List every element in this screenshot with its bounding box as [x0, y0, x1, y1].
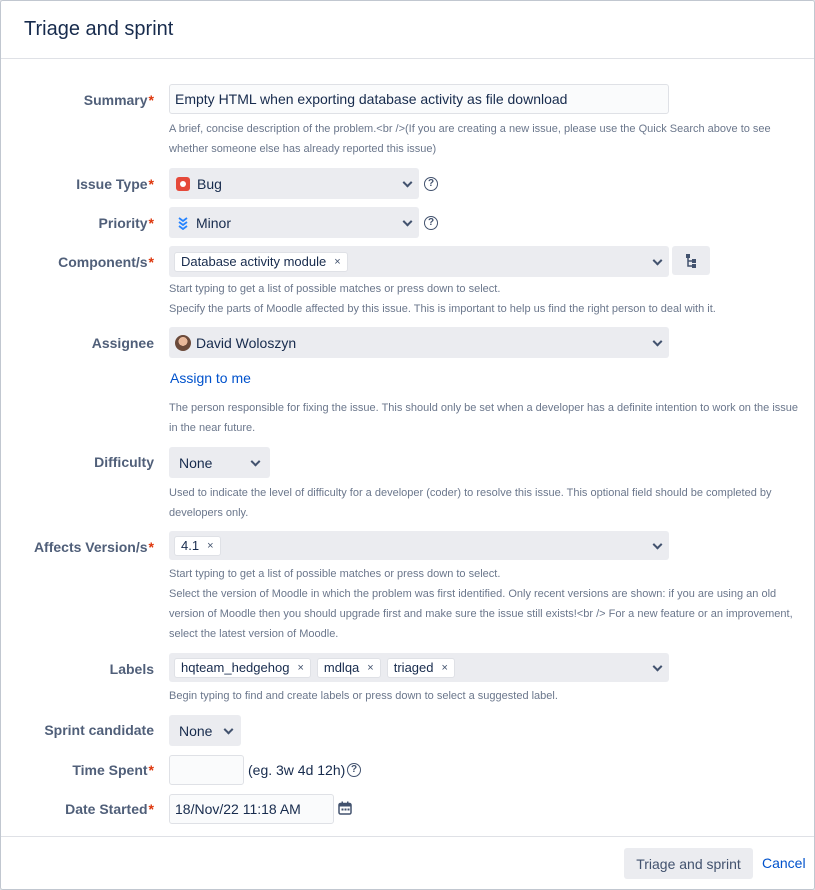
chevron-down-icon [653, 539, 663, 549]
dialog-title: Triage and sprint [24, 18, 174, 40]
required-marker: * [148, 254, 154, 270]
date-started-label-text: Date Started [65, 801, 148, 817]
label-tag-text: hqteam_hedgehog [181, 660, 290, 675]
issue-type-select[interactable] [169, 168, 419, 199]
affects-version-label-text: Affects Version/s [33, 539, 148, 555]
dialog-header [1, 1, 814, 59]
cancel-link[interactable]: Cancel [762, 855, 806, 871]
component-tree-button[interactable] [672, 246, 710, 275]
time-spent-input[interactable] [169, 755, 244, 785]
priority-label [99, 215, 154, 231]
calendar-icon[interactable] [338, 801, 352, 815]
issue-type-value: Bug [197, 175, 222, 192]
priority-value: Minor [196, 214, 232, 231]
dialog-body [1, 60, 814, 836]
summary-label-text: Summary [83, 92, 148, 108]
tree-icon [684, 253, 698, 269]
labels-help: Begin typing to find and create labels or press down to select a suggested label. [169, 690, 558, 702]
component-tag-label: Database activity module [181, 254, 327, 269]
difficulty-label-text: Difficulty [94, 454, 154, 470]
chevron-down-icon [653, 336, 663, 346]
sprint-candidate-label [44, 722, 154, 738]
affects-version-select[interactable] [169, 531, 669, 560]
help-icon[interactable]: ? [424, 177, 438, 191]
difficulty-help: Used to indicate the level of difficulty for a developer (coder) to resolve this issue. This optional field should be completed by developers only. [169, 487, 772, 519]
version-tag [174, 536, 221, 556]
label-tag [174, 658, 311, 678]
assignee-label [92, 335, 154, 351]
chevron-down-icon [403, 216, 413, 226]
components-help-2: Specify the parts of Moodle affected by this issue. This is important to help us find the right person to deal with it. [169, 303, 716, 315]
priority-label-text: Priority [98, 215, 148, 231]
components-select[interactable] [169, 246, 669, 277]
remove-tag-icon[interactable]: × [297, 661, 304, 674]
summary-help: A brief, concise description of the problem.<br />(If you are creating a new issue, please use the Quick Search above to see whether someone else has already reported this issue) [169, 123, 771, 155]
assign-to-me-link[interactable]: Assign to me [170, 370, 251, 386]
chevron-down-icon [224, 724, 234, 734]
required-marker: * [148, 539, 154, 555]
version-tag-label: 4.1 [181, 538, 200, 553]
components-help-1: Start typing to get a list of possible matches or press down to select. [169, 283, 501, 295]
difficulty-label [94, 454, 154, 470]
components-label-text: Component/s [58, 254, 148, 270]
component-tag [174, 252, 348, 272]
assignee-label-text: Assignee [91, 335, 154, 351]
assignee-help: The person responsible for fixing the issue. This should only be set when a developer has a definite intention to work on the issue in the near future. [169, 402, 799, 434]
affects-version-help-1: Start typing to get a list of possible matches or press down to select. [169, 568, 501, 580]
difficulty-value: None [179, 454, 213, 471]
label-tag [317, 658, 381, 678]
triage-and-sprint-button[interactable]: Triage and sprint [624, 848, 753, 879]
date-started-input[interactable] [169, 794, 334, 824]
label-tag [387, 658, 455, 678]
help-icon[interactable]: ? [424, 216, 438, 230]
time-spent-label-text: Time Spent [72, 762, 148, 778]
priority-select[interactable] [169, 207, 419, 238]
required-marker: * [148, 176, 154, 192]
difficulty-select[interactable] [169, 447, 270, 478]
chevron-down-icon [403, 177, 413, 187]
issue-type-label [76, 176, 154, 192]
required-marker: * [148, 762, 154, 778]
required-marker: * [148, 801, 154, 817]
remove-tag-icon[interactable]: × [207, 539, 214, 552]
bug-icon [176, 177, 190, 191]
labels-label [110, 661, 154, 677]
summary-label [84, 92, 154, 108]
remove-tag-icon[interactable]: × [334, 255, 341, 268]
components-label [58, 254, 154, 270]
labels-select[interactable] [169, 653, 669, 682]
sprint-candidate-value: None [179, 722, 213, 739]
chevron-down-icon [653, 255, 663, 265]
avatar [175, 335, 191, 351]
label-tag-text: mdlqa [323, 660, 360, 675]
issue-type-label-text: Issue Type [76, 176, 148, 192]
time-spent-label [72, 762, 154, 778]
summary-input[interactable] [169, 84, 669, 114]
remove-tag-icon[interactable]: × [441, 661, 448, 674]
label-tag-text: triaged [393, 660, 434, 675]
chevron-down-icon [653, 661, 663, 671]
date-started-label [65, 801, 154, 817]
time-spent-hint: (eg. 3w 4d 12h) [248, 762, 346, 778]
labels-label-text: Labels [109, 661, 154, 677]
affects-version-help-2: Select the version of Moodle in which the problem was first identified. Only recent versions are shown: if you are using an old version of Moodle then you should upgrade first and make sure the issue still exists!<br /> For a new feature or an improvement, select the latest version of Moodle. [169, 588, 793, 640]
dialog-footer [1, 836, 814, 889]
required-marker: * [148, 215, 154, 231]
required-marker: * [148, 92, 154, 108]
priority-minor-icon [176, 216, 190, 230]
assignee-value: David Woloszyn [196, 334, 297, 351]
remove-tag-icon[interactable]: × [367, 661, 374, 674]
sprint-candidate-select[interactable] [169, 715, 241, 746]
chevron-down-icon [251, 456, 261, 466]
sprint-candidate-label-text: Sprint candidate [44, 722, 154, 738]
affects-version-label [34, 539, 154, 555]
assignee-select[interactable] [169, 327, 669, 358]
help-icon[interactable]: ? [347, 763, 361, 777]
